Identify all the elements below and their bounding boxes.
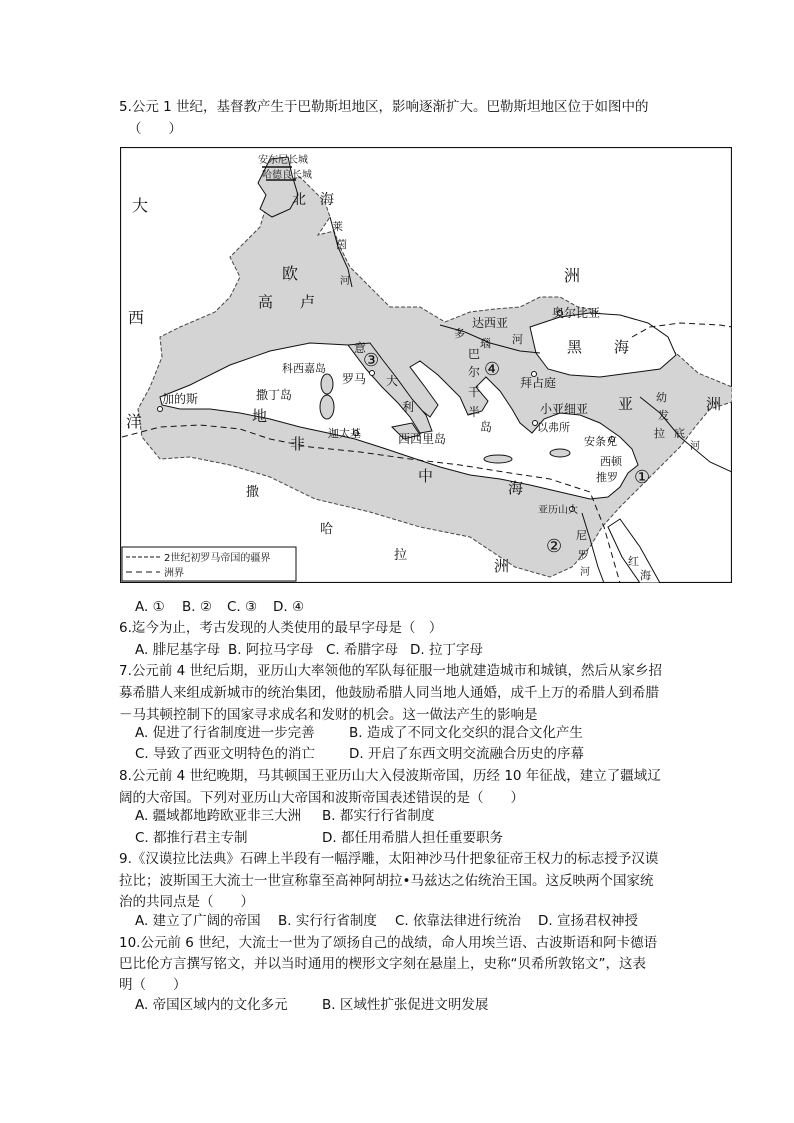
label-balkan-2: 尔 xyxy=(468,365,481,379)
q8-option-d[interactable]: D. 都任用希腊人担任重要职务 xyxy=(322,830,503,846)
label-balkan-4: 半 xyxy=(468,405,481,419)
label-asia-minor: 小亚细亚 xyxy=(540,402,589,416)
q10-option-b[interactable]: B. 区域性扩张促进文明发展 xyxy=(322,997,489,1013)
q5-option-d[interactable]: D. ④ xyxy=(273,599,305,615)
label-italy-yi: 意 xyxy=(354,341,367,355)
q8-stem-line2: 阔的大帝国。下列对亚历山大帝国和波斯帝国表述错误的是（ ） xyxy=(119,790,524,806)
q5-stem-line2: （ ） xyxy=(128,121,182,137)
label-danube-1: 多 xyxy=(454,327,465,340)
q8-option-c[interactable]: C. 都推行君主专制 xyxy=(135,830,248,846)
q5-option-a[interactable]: A. ① xyxy=(135,599,165,615)
label-euphrates-1: 幼 xyxy=(656,391,667,404)
cyprus-island xyxy=(550,449,570,457)
q6-option-c[interactable]: C. 希腊字母 xyxy=(326,642,399,658)
label-alexandria: 亚历山大 xyxy=(538,505,578,516)
q7-option-d[interactable]: D. 开启了东西文明交流融合历史的序幕 xyxy=(349,746,584,762)
q7-option-a[interactable]: A. 促进了行省制度进一步完善 xyxy=(135,725,315,741)
label-atlantic-da: 大 xyxy=(132,196,149,215)
label-sicily: 西西里岛 xyxy=(398,432,447,446)
q5-stem-line1: 5.公元 1 世纪，基督教产生于巴勒斯坦地区，影响逐渐扩大。巴勒斯坦地区位于如图中的 xyxy=(119,99,649,115)
label-tyre-2: 推罗 xyxy=(596,471,618,484)
q10-option-a[interactable]: A. 帝国区域内的文化多元 xyxy=(135,997,288,1013)
label-med-zhong: 中 xyxy=(418,467,434,485)
legend-continent-label: 洲界 xyxy=(164,568,184,579)
label-balkan-3: 干 xyxy=(468,385,481,399)
label-dacia: 达西亚 xyxy=(472,316,509,330)
label-nile-2: 罗 xyxy=(578,549,589,562)
label-tyre-1: 西顿 xyxy=(600,455,622,468)
label-danube-2: 瑙 xyxy=(480,337,491,350)
q9-option-c[interactable]: C. 依靠法律进行统治 xyxy=(395,913,522,929)
label-med-hai: 海 xyxy=(508,479,524,497)
label-med-di: 地 xyxy=(252,407,268,425)
label-danube-3: 河 xyxy=(512,333,523,346)
q7-stem-line3: －马其顿控制下的国家寻求成名和发财的机会。这一做法产生的影响是 xyxy=(119,707,538,723)
label-ephesus: 以弗所 xyxy=(537,421,570,434)
q10-stem-line3: 明（ ） xyxy=(119,977,187,993)
label-black-sea-hei: 黑 xyxy=(567,338,583,356)
label-olbia: 奥尔比亚 xyxy=(552,306,601,320)
sardinia-island xyxy=(320,395,334,419)
cadiz-dot xyxy=(158,407,163,412)
q9-option-a[interactable]: A. 建立了广阔的帝国 xyxy=(135,913,261,929)
q9-stem-line1: 9.《汉谟拉比法典》石碑上半段有一幅浮雕，太阳神沙马什把象征帝王权力的标志授予汉谟 xyxy=(119,851,659,867)
label-black-sea-hai: 海 xyxy=(614,338,630,356)
q6-option-b[interactable]: B. 阿拉马字母 xyxy=(228,642,314,658)
marker-3: ③ xyxy=(363,350,380,371)
q9-option-d[interactable]: D. 宣扬君权神授 xyxy=(538,913,638,929)
q7-option-c[interactable]: C. 导致了西亚文明特色的消亡 xyxy=(135,746,316,762)
label-rome: 罗马 xyxy=(342,372,367,386)
marker-4: ④ xyxy=(484,359,501,380)
q10-stem-line1: 10.公元前 6 世纪，大流士一世为了颂扬自己的战绩，命人用埃兰语、古波斯语和阿卡德语 xyxy=(119,935,658,951)
label-italy-da: 大 xyxy=(386,374,399,388)
roman-empire-map xyxy=(120,147,732,583)
label-corsica: 科西嘉岛 xyxy=(282,362,326,375)
q9-option-b[interactable]: B. 实行行省制度 xyxy=(278,913,377,929)
q5-option-c[interactable]: C. ③ xyxy=(227,599,258,615)
label-europe-zhou: 洲 xyxy=(564,266,581,285)
marker-1: ① xyxy=(634,467,651,488)
label-sahara-2: 哈 xyxy=(320,522,334,537)
label-gaul-lu: 卢 xyxy=(300,293,316,311)
label-rhine-1: 莱 xyxy=(332,220,343,233)
q7-option-b[interactable]: B. 造成了不同文化交织的混合文化产生 xyxy=(349,725,583,741)
q9-stem-line2: 拉比；波斯国王大流士一世宣称靠至高神阿胡拉•马兹达之佑统治王国。这反映两个国家统 xyxy=(119,873,654,889)
q7-stem-line2: 募希腊人来组成新城市的统治集团，他鼓励希腊人同当地人通婚，成千上万的希腊人到希腊 xyxy=(119,685,659,701)
label-asia-zhou: 洲 xyxy=(706,395,722,413)
label-rhine-3: 河 xyxy=(340,276,350,287)
label-nile-3: 河 xyxy=(580,567,590,578)
label-cadiz: 加的斯 xyxy=(162,392,199,406)
q8-option-a[interactable]: A. 疆域都地跨欧亚非三大洲 xyxy=(135,808,302,824)
label-balkan-1: 巴 xyxy=(468,347,481,361)
rome-dot xyxy=(370,371,375,376)
q9-stem-line3: 治的共同点是（ ） xyxy=(119,894,254,910)
label-asia-ya: 亚 xyxy=(618,395,634,413)
label-byzantium: 拜占庭 xyxy=(520,376,557,390)
crete-island xyxy=(484,455,512,463)
q8-stem-line1: 8.公元前 4 世纪晚期，马其顿国王亚历山大入侵波斯帝国，历经 10 年征战，建立了疆域辽 xyxy=(119,768,661,784)
label-sahara-1: 撒 xyxy=(246,485,260,500)
label-africa-fei: 非 xyxy=(290,435,306,453)
label-antioch: 安条克 xyxy=(584,435,617,448)
label-north-sea: 北 海 xyxy=(292,192,334,208)
label-sahara-3: 拉 xyxy=(394,548,408,563)
label-rhine-2: 茵 xyxy=(336,238,347,251)
label-europe-ou: 欧 xyxy=(282,264,299,283)
label-red-sea-2: 海 xyxy=(640,569,651,582)
q6-stem: 6.迄今为止，考古发现的人类使用的最早字母是（ ） xyxy=(119,620,443,636)
label-atlantic-xi: 西 xyxy=(128,308,145,327)
label-antonine-wall: 安东尼长城 xyxy=(258,155,308,166)
label-carthage: 迦太基 xyxy=(328,427,361,440)
label-euphrates-4: 底 xyxy=(674,427,685,440)
q6-option-a[interactable]: A. 腓尼基字母 xyxy=(135,642,221,658)
q6-option-d[interactable]: D. 拉丁字母 xyxy=(410,642,483,658)
marker-2: ② xyxy=(546,536,563,557)
label-nile-1: 尼 xyxy=(576,529,587,542)
label-balkan-5: 岛 xyxy=(480,420,493,434)
corsica-island xyxy=(321,374,333,394)
q7-stem-line1: 7.公元前 4 世纪后期，亚历山大率领他的军队每征服一地就建造城市和城镇，然后从家乡招 xyxy=(119,663,663,679)
label-euphrates-5: 河 xyxy=(690,441,700,452)
label-red-sea-1: 红 xyxy=(628,555,639,568)
q10-stem-line2: 巴比伦方言撰写铭文，并以当时通用的楔形文字刻在悬崖上，史称“贝希所敦铭文”，这表 xyxy=(119,956,646,972)
label-atlantic-yang: 洋 xyxy=(126,412,143,431)
label-hadrian-wall: 哈德良长城 xyxy=(262,170,312,181)
label-euphrates-2: 发 xyxy=(658,409,669,422)
legend-boundary-label: 2世纪初罗马帝国的疆界 xyxy=(164,553,271,564)
label-italy-li: 利 xyxy=(402,400,415,414)
label-gaul-gao: 高 xyxy=(258,293,274,311)
label-euphrates-3: 拉 xyxy=(654,427,665,440)
label-africa-zhou: 洲 xyxy=(494,557,510,575)
q5-option-b[interactable]: B. ② xyxy=(182,599,212,615)
q8-option-b[interactable]: B. 都实行行省制度 xyxy=(322,808,435,824)
label-sardinia: 撒丁岛 xyxy=(256,388,293,402)
